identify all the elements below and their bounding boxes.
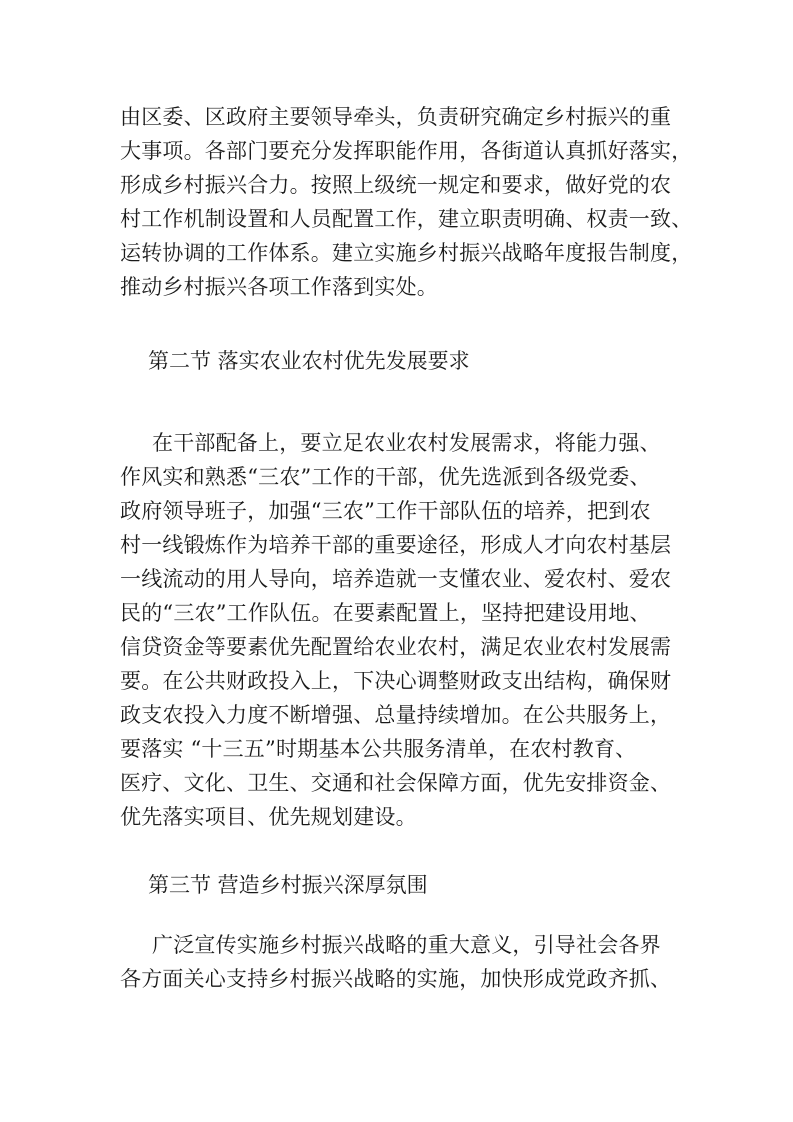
section-3-heading-block	[148, 868, 708, 902]
section-2-body	[120, 426, 680, 834]
paragraph-line: 优先落实项目、优先规划建设。	[120, 805, 417, 829]
section-heading: 第二节 落实农业农村优先发展要求	[148, 349, 470, 373]
paragraph-line: 大事项。各部门要充分发挥职能作用，各街道认真抓好落实，	[120, 139, 693, 163]
paragraph-line: 村工作机制设置和人员配置工作，建立职责明确、权责一致、	[120, 207, 693, 231]
paragraph-line: 由区委、区政府主要领导牵头，负责研究确定乡村振兴的重	[120, 105, 672, 129]
paragraph-line: 作风实和熟悉“三农”工作的干部，优先选派到各级党委、	[120, 465, 651, 489]
section-2-heading-block	[148, 344, 708, 378]
paragraph-line: 政府领导班子，加强“三农”工作干部队伍的培养，把到农	[120, 499, 651, 523]
paragraph-line: 各方面关心支持乡村振兴战略的实施，加快形成党政齐抓、	[120, 967, 672, 991]
section-heading: 第三节 营造乡村振兴深厚氛围	[148, 873, 428, 897]
paragraph-line: 医疗、文化、卫生、交通和社会保障方面，优先安排资金、	[120, 771, 672, 795]
paragraph-line: 广泛宣传实施乡村振兴战略的重大意义，引导社会各界	[152, 933, 661, 957]
paragraph-line: 信贷资金等要素优先配置给农业农村，满足农业农村发展需	[120, 635, 672, 659]
paragraph-line: 推动乡村振兴各项工作落到实处。	[120, 275, 438, 299]
paragraph-line: 运转协调的工作体系。建立实施乡村振兴战略年度报告制度，	[120, 241, 693, 265]
paragraph-line: 一线流动的用人导向，培养造就一支懂农业、爱农村、爱农	[120, 567, 672, 591]
section-3-body	[120, 928, 680, 996]
paragraph-line: 民的“三农”工作队伍。在要素配置上，坚持把建设用地、	[120, 601, 651, 625]
paragraph-line: 形成乡村振兴合力。按照上级统一规定和要求，做好党的农	[120, 173, 672, 197]
paragraph-line: 要。在公共财政投入上，下决心调整财政支出结构，确保财	[120, 669, 672, 693]
paragraph-line: 在干部配备上，要立足农业农村发展需求，将能力强、	[152, 431, 661, 455]
paragraph-line: 要落实 “十三五”时期基本公共服务清单，在农村教育、	[120, 737, 637, 761]
paragraph-1	[120, 100, 693, 304]
paragraph-line: 村一线锻炼作为培养干部的重要途径，形成人才向农村基层	[120, 533, 672, 557]
paragraph-line: 政支农投入力度不断增强、总量持续增加。在公共服务上，	[120, 703, 672, 727]
